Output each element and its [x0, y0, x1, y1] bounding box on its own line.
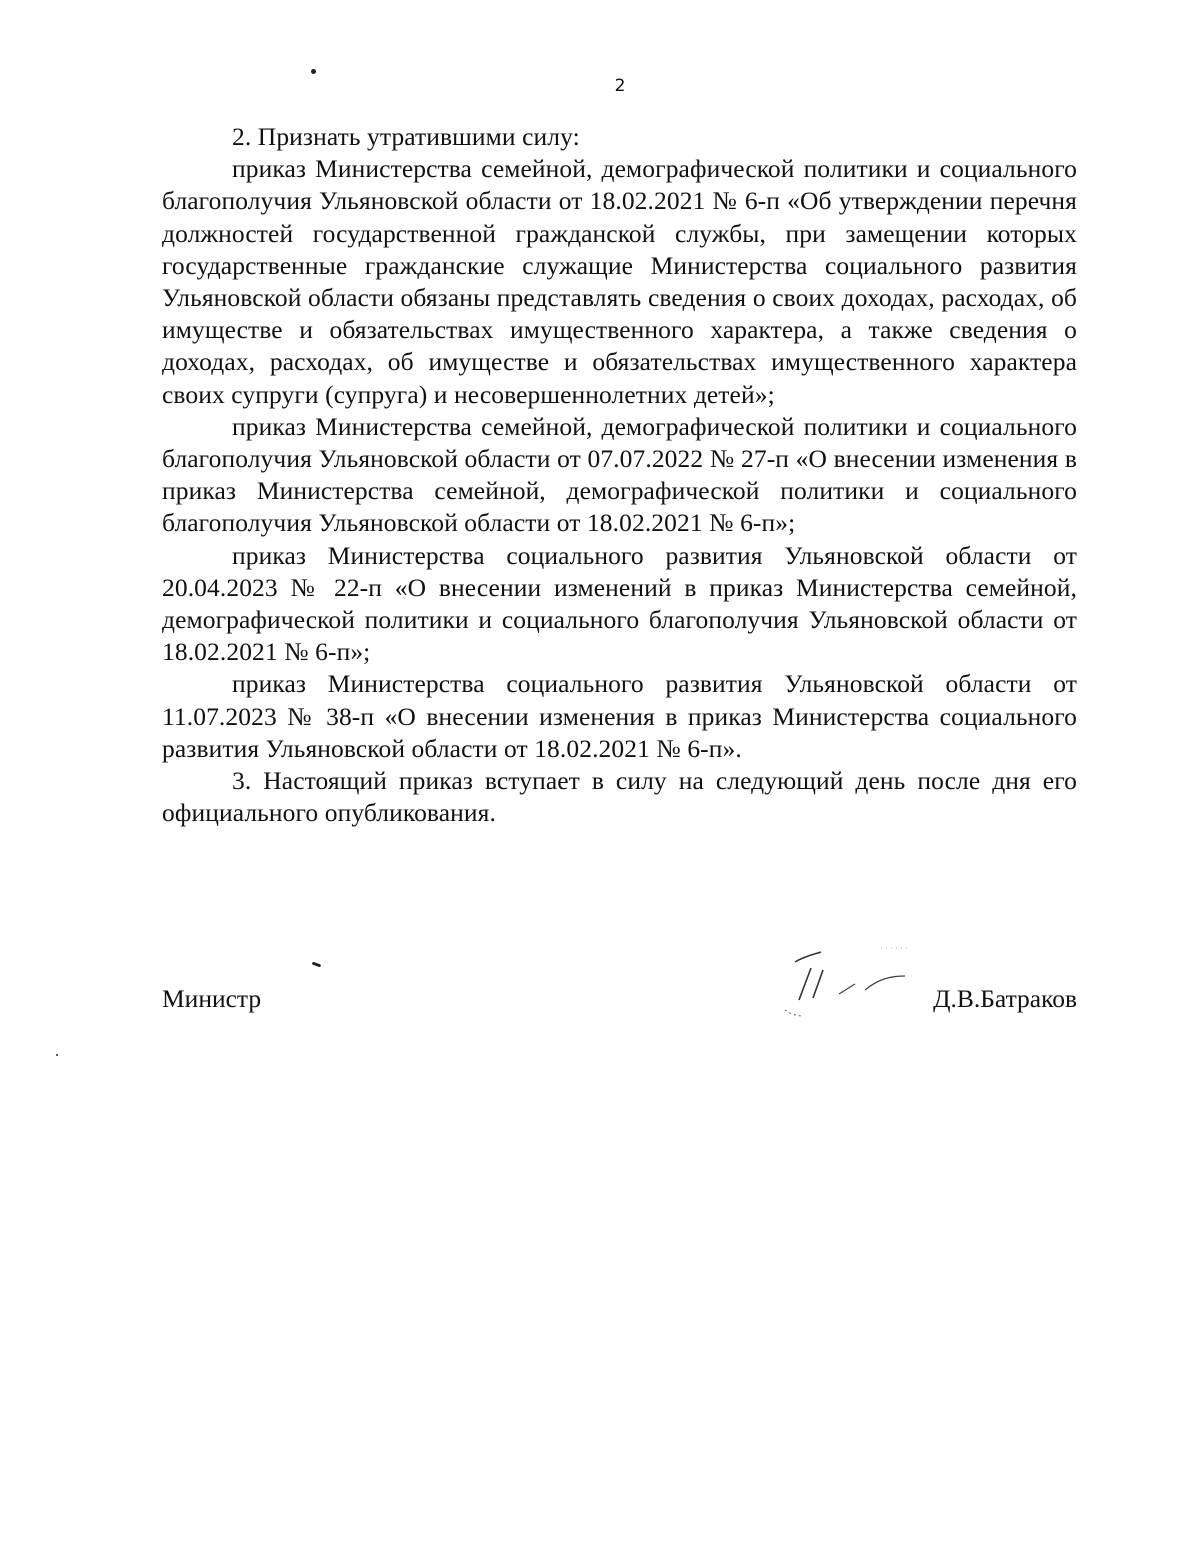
- signature-block: [162, 980, 1077, 1020]
- scan-speck: [56, 1054, 58, 1056]
- document-body: [162, 121, 1077, 829]
- paragraph-repealed-order-4: приказ Министерства социального развития Ульяновской области от 11.07.2023 № 38-п «О внесении изменения в приказ Министерства социального развития Ульяновской области от 18.02.2021 № 6-п».: [162, 669, 1077, 763]
- scan-speck: [311, 69, 316, 74]
- paragraph-item-3-effective: 3. Настоящий приказ вступает в силу на следующий день после дня его официального опубликования.: [162, 766, 1077, 828]
- paragraph-repealed-order-3: приказ Министерства социального развития Ульяновской области от 20.04.2023 № 22-п «О внесении изменений в приказ Министерства семейной, демографической политики и социального благополучия Ульяновской области от 18.02.2021 № 6-п»;: [162, 540, 1077, 667]
- signatory-title: Министр: [162, 984, 262, 1013]
- page-number: 2: [614, 76, 626, 96]
- paragraph-repealed-order-2: приказ Министерства семейной, демографической политики и социального благополучия Ульяновской области от 07.07.2022 № 27-п «О внесении изменения в приказ Министерства семейной, демографической политики и социального благополучия Ульяновской области от 18.02.2021 № 6-п»;: [162, 411, 1077, 538]
- handwritten-signature: [777, 940, 917, 1025]
- paragraph-item-2-heading: 2. Признать утратившими силу:: [232, 122, 580, 151]
- paragraph-repealed-order-1: приказ Министерства семейной, демографической политики и социального благополучия Ульяновской области от 18.02.2021 № 6-п «Об утверждении перечня должностей государственной гражданской службы, при замещении которых государственные гражданские служащие Министерства социального развития Ульяновской области обязаны представлять сведения о своих доходах, расходах, об имуществе и обязательствах имущественного характера, а также сведения о доходах, расходах, об имуществе и обязательствах имущественного характера своих супруги (супруга) и несовершеннолетних детей»;: [162, 154, 1077, 409]
- scan-speck: [312, 962, 321, 968]
- signatory-name: Д.В.Батраков: [933, 984, 1077, 1013]
